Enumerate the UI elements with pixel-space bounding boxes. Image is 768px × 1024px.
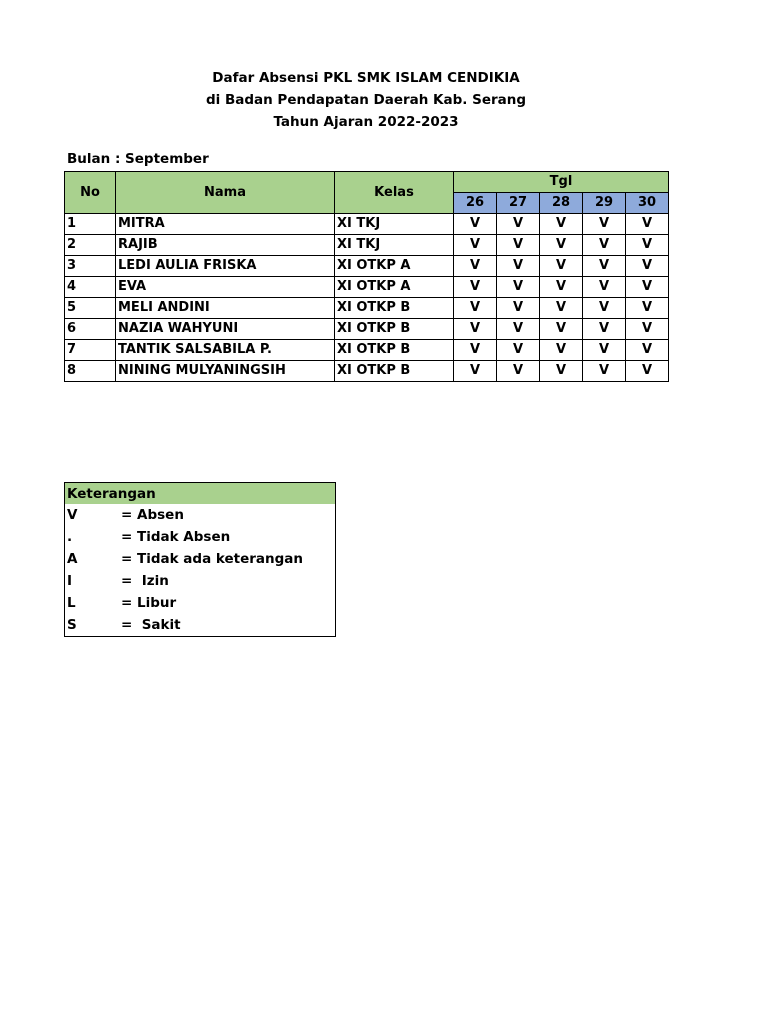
- attendance-mark-cell: V: [626, 340, 669, 361]
- legend-code: .: [67, 529, 73, 545]
- row-name-cell: EVA: [116, 277, 335, 298]
- header-date: Tgl: [454, 172, 669, 193]
- attendance-rows: [65, 214, 669, 382]
- row-no-cell: 8: [65, 361, 116, 382]
- attendance-mark-cell: V: [583, 298, 626, 319]
- row-class-cell: XI OTKP A: [335, 256, 454, 277]
- attendance-mark-cell: V: [583, 319, 626, 340]
- attendance-mark-cell: V: [540, 340, 583, 361]
- table-row: [65, 298, 669, 319]
- row-class-cell: XI OTKP A: [335, 277, 454, 298]
- header-class: Kelas: [335, 172, 454, 214]
- attendance-mark-cell: V: [583, 235, 626, 256]
- attendance-mark-cell: V: [497, 277, 540, 298]
- doc-title-line-3: Tahun Ajaran 2022-2023: [273, 114, 459, 130]
- legend-title: Keterangan: [65, 483, 335, 504]
- row-no-cell: 4: [65, 277, 116, 298]
- legend-description: = Absen: [121, 507, 184, 523]
- doc-title-line-2: di Badan Pendapatan Daerah Kab. Serang: [205, 92, 527, 108]
- legend-items: [65, 504, 335, 636]
- attendance-mark-cell: V: [540, 235, 583, 256]
- legend-item: [65, 614, 335, 636]
- attendance-mark-cell: V: [497, 298, 540, 319]
- table-row: [65, 319, 669, 340]
- attendance-mark-cell: V: [583, 277, 626, 298]
- legend-description: = Tidak Absen: [121, 529, 231, 545]
- row-class-cell: XI TKJ: [335, 214, 454, 235]
- attendance-mark-cell: V: [626, 235, 669, 256]
- table-row: [65, 235, 669, 256]
- row-name-cell: NAZIA WAHYUNI: [116, 319, 335, 340]
- table-row: [65, 340, 669, 361]
- attendance-mark-cell: V: [497, 319, 540, 340]
- table-row: [65, 277, 669, 298]
- attendance-mark-cell: V: [540, 277, 583, 298]
- legend-item: [65, 570, 335, 592]
- row-class-cell: XI OTKP B: [335, 319, 454, 340]
- row-class-cell: XI TKJ: [335, 235, 454, 256]
- legend-description: = Izin: [121, 573, 169, 589]
- legend-code: S: [67, 617, 77, 633]
- table-row: [65, 361, 669, 382]
- attendance-mark-cell: V: [626, 256, 669, 277]
- header-day: 27: [497, 193, 540, 214]
- attendance-mark-cell: V: [497, 214, 540, 235]
- attendance-mark-cell: V: [540, 319, 583, 340]
- attendance-mark-cell: V: [583, 361, 626, 382]
- attendance-mark-cell: V: [454, 277, 497, 298]
- row-name-cell: MITRA: [116, 214, 335, 235]
- attendance-mark-cell: V: [583, 256, 626, 277]
- header-no: No: [65, 172, 116, 214]
- row-class-cell: XI OTKP B: [335, 361, 454, 382]
- attendance-mark-cell: V: [497, 361, 540, 382]
- row-class-cell: XI OTKP B: [335, 298, 454, 319]
- legend-item: [65, 504, 335, 526]
- legend-item: [65, 526, 335, 548]
- attendance-mark-cell: V: [626, 277, 669, 298]
- attendance-mark-cell: V: [626, 361, 669, 382]
- attendance-mark-cell: V: [454, 319, 497, 340]
- attendance-mark-cell: V: [497, 235, 540, 256]
- attendance-mark-cell: V: [583, 214, 626, 235]
- header-day: 30: [626, 193, 669, 214]
- row-name-cell: LEDI AULIA FRISKA: [116, 256, 335, 277]
- legend-code: I: [67, 573, 73, 589]
- attendance-mark-cell: V: [583, 340, 626, 361]
- legend-description: = Tidak ada keterangan: [121, 551, 304, 567]
- attendance-table: [64, 171, 669, 382]
- doc-title-line-1: Dafar Absensi PKL SMK ISLAM CENDIKIA: [212, 70, 520, 86]
- legend-item: [65, 592, 335, 614]
- row-no-cell: 5: [65, 298, 116, 319]
- row-no-cell: 3: [65, 256, 116, 277]
- attendance-mark-cell: V: [540, 298, 583, 319]
- attendance-mark-cell: V: [454, 361, 497, 382]
- row-name-cell: RAJIB: [116, 235, 335, 256]
- legend-description: = Sakit: [121, 617, 181, 633]
- legend-code: L: [67, 595, 76, 611]
- attendance-mark-cell: V: [454, 298, 497, 319]
- attendance-mark-cell: V: [497, 340, 540, 361]
- table-row: [65, 214, 669, 235]
- legend-item: [65, 548, 335, 570]
- attendance-mark-cell: V: [454, 340, 497, 361]
- header-day: 29: [583, 193, 626, 214]
- attendance-mark-cell: V: [540, 361, 583, 382]
- table-row: [65, 256, 669, 277]
- attendance-mark-cell: V: [626, 319, 669, 340]
- attendance-mark-cell: V: [540, 214, 583, 235]
- row-name-cell: TANTIK SALSABILA P.: [116, 340, 335, 361]
- legend-description: = Libur: [121, 595, 177, 611]
- attendance-mark-cell: V: [497, 256, 540, 277]
- legend-box: [64, 482, 336, 637]
- attendance-mark-cell: V: [626, 298, 669, 319]
- row-name-cell: MELI ANDINI: [116, 298, 335, 319]
- row-class-cell: XI OTKP B: [335, 340, 454, 361]
- header-day: 26: [454, 193, 497, 214]
- header-day: 28: [540, 193, 583, 214]
- legend-code: V: [67, 507, 78, 523]
- legend-code: A: [67, 551, 78, 567]
- attendance-mark-cell: V: [454, 256, 497, 277]
- attendance-mark-cell: V: [454, 235, 497, 256]
- header-name: Nama: [116, 172, 335, 214]
- row-name-cell: NINING MULYANINGSIH: [116, 361, 335, 382]
- row-no-cell: 2: [65, 235, 116, 256]
- attendance-mark-cell: V: [454, 214, 497, 235]
- row-no-cell: 6: [65, 319, 116, 340]
- attendance-mark-cell: V: [540, 256, 583, 277]
- row-no-cell: 1: [65, 214, 116, 235]
- month-label: Bulan : September: [67, 151, 209, 167]
- row-no-cell: 7: [65, 340, 116, 361]
- attendance-mark-cell: V: [626, 214, 669, 235]
